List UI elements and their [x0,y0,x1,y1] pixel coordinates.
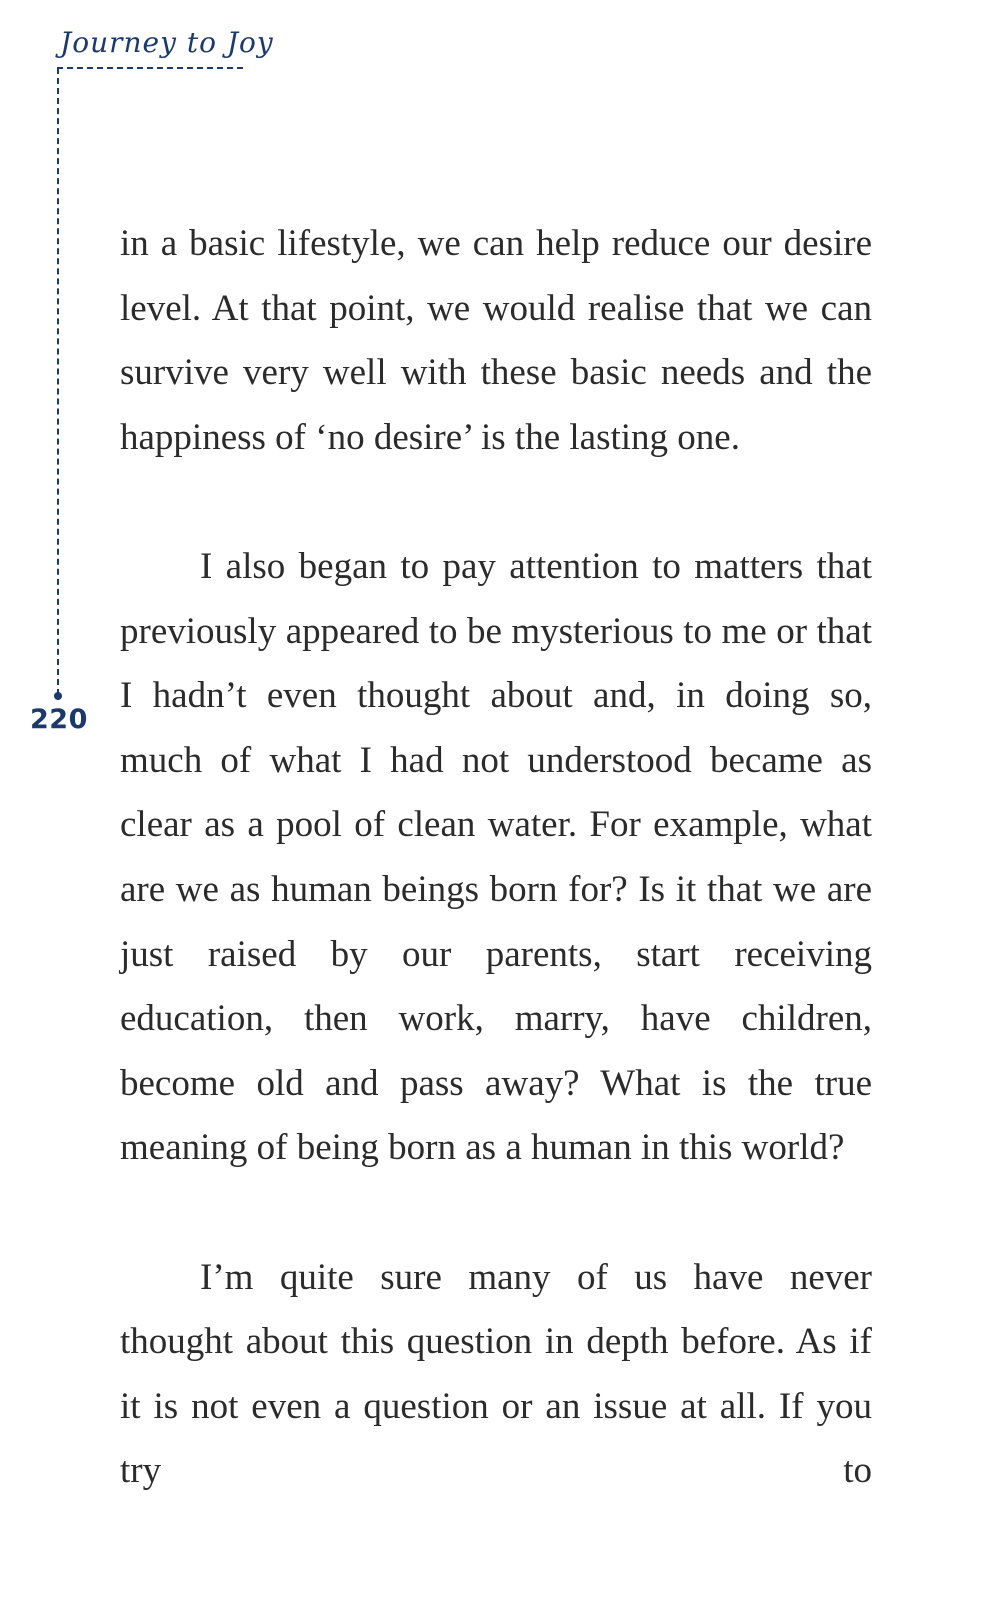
paragraph-1: in a basic lifestyle, we can help reduce our desire level. At that point, we would realise that we can survive very well with these basic needs and the happiness of ‘no desire’ is the lasting one. [120,223,872,458]
margin-dashed-rule [57,68,59,695]
paragraph-3: I’m quite sure many of us have never thought about this question in depth before. As if it is not even a question or an issue at all. If you try to [120,1256,872,1492]
paragraph-2: I also began to pay attention to matters that previously appeared to be mysterious to me or that I hadn’t even thought about and, in doing so, much of what I had not understood became as clear as a pool of clean water. For example, what are we as human beings born for? Is it that we are just raised by our parents, start receiving education, then work, marry, have children, become old and pass away? What is the true meaning of being born as a human in this world? [120,545,872,1169]
page-number: 220 [30,704,88,735]
header-dashed-rule [57,67,243,69]
body-text [120,212,872,1504]
rule-end-dot [54,692,62,700]
running-head: Journey to Joy [60,26,274,59]
